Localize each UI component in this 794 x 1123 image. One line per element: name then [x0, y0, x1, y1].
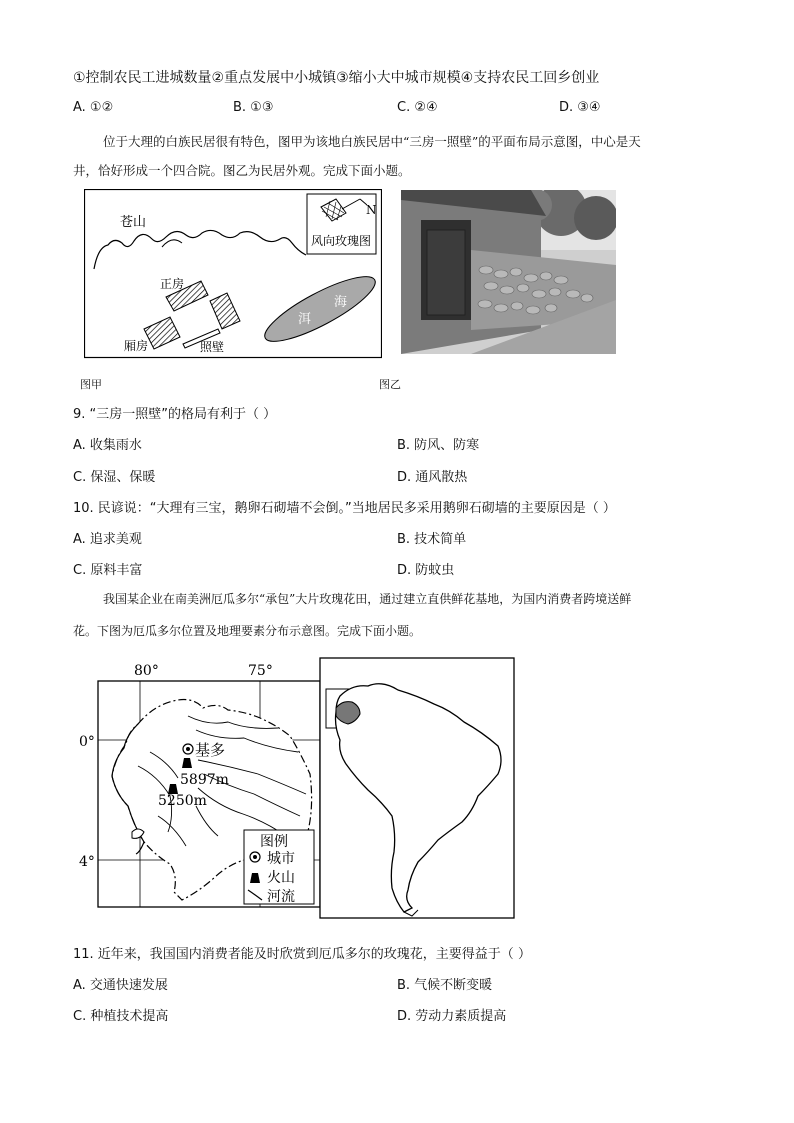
- q10-option-a[interactable]: A. 追求美观: [73, 532, 142, 547]
- q11-option-b[interactable]: B. 气候不断变暖: [397, 978, 493, 993]
- q9-option-a[interactable]: A. 收集雨水: [73, 438, 142, 453]
- q10-stem: 10. 民谚说：“大理有三宝，鹅卵石砌墙不会倒。”当地居民多采用鹅卵石砌墙的主要原因是（ ）: [73, 501, 616, 516]
- lat4-label: 4°: [79, 854, 95, 870]
- q9-stem: 9. “三房一照壁”的格局有利于（ ）: [73, 407, 277, 422]
- lake-er-label: 洱: [298, 312, 312, 327]
- q8-statements: ①控制农民工进城数量②重点发展中小城镇③缩小大中城市规模④支持农民工回乡创业: [73, 70, 600, 86]
- figure-jia-caption: 图甲: [80, 378, 102, 391]
- lat0-label: 0°: [79, 734, 95, 750]
- legend-title: 图例: [260, 834, 288, 850]
- q9-option-c[interactable]: C. 保湿、保暖: [73, 470, 156, 485]
- q11-option-c[interactable]: C. 种植技术提高: [73, 1009, 169, 1024]
- q10-option-c[interactable]: C. 原料丰富: [73, 563, 143, 578]
- q9-option-b[interactable]: B. 防风、防寒: [397, 438, 480, 453]
- legend-city-label: 城市: [267, 851, 295, 867]
- figure-yi-photo: [401, 190, 616, 354]
- quito-label: 基多: [195, 741, 226, 759]
- figure-yi-caption: 图乙: [379, 378, 401, 391]
- q11-option-a[interactable]: A. 交通快速发展: [73, 978, 168, 993]
- q11-stem: 11. 近年来，我国国内消费者能及时欣赏到厄瓜多尔的玫瑰花，主要得益于（ ）: [73, 947, 531, 962]
- zhaobi-label: 照壁: [200, 340, 225, 354]
- q8-option-d[interactable]: D. ③④: [559, 100, 601, 115]
- legend-river-label: 河流: [267, 889, 295, 905]
- figure-jia: [84, 189, 382, 359]
- intro1-line2: 井，恰好形成一个四合院。图乙为民居外观。完成下面小题。: [73, 163, 411, 178]
- q10-option-d[interactable]: D. 防蚊虫: [397, 563, 455, 578]
- q9-option-d[interactable]: D. 通风散热: [397, 470, 468, 485]
- intro2-line1: 我国某企业在南美洲厄瓜多尔“承包”大片玫瑰花田，通过建立直供鲜花基地，为国内消费者跨境送鲜: [103, 592, 632, 606]
- q11-option-d[interactable]: D. 劳动力素质提高: [397, 1009, 507, 1024]
- lon75-label: 75°: [248, 663, 273, 679]
- peak1-label: 5897m: [180, 772, 229, 788]
- wind-rose-label: 风向玫瑰图: [311, 234, 372, 248]
- zhengfang-label: 正房: [160, 277, 185, 291]
- intro2-line2: 花。下图为厄瓜多尔位置及地理要素分布示意图。完成下面小题。: [73, 624, 422, 638]
- xiangfang-label: 厢房: [124, 339, 149, 353]
- lake-hai-label: 海: [334, 295, 348, 310]
- intro1-line1: 位于大理的白族民居很有特色，图甲为该地白族民居中“三房一照壁”的平面布局示意图，中心是天: [103, 134, 641, 149]
- q10-option-b[interactable]: B. 技术简单: [397, 532, 467, 547]
- lon80-label: 80°: [134, 663, 159, 679]
- cangshan-label: 苍山: [120, 215, 147, 230]
- north-label: N: [366, 203, 377, 217]
- q8-option-c[interactable]: C. ②④: [397, 100, 438, 115]
- ecuador-map: [78, 656, 518, 921]
- q8-option-a[interactable]: A. ①②: [73, 100, 114, 115]
- legend-volcano-label: 火山: [267, 870, 295, 886]
- q8-option-b[interactable]: B. ①③: [233, 100, 274, 115]
- peak2-label: 5250m: [158, 793, 207, 809]
